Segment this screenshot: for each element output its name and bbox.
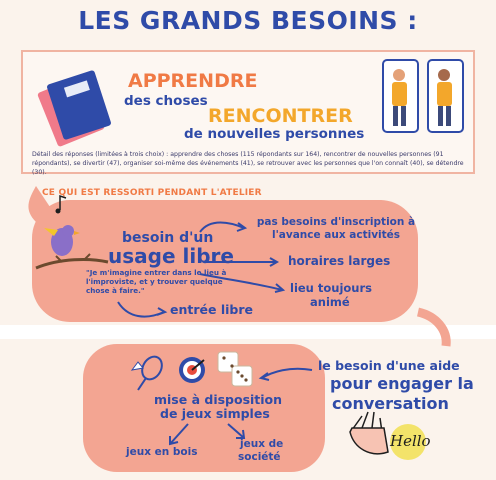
- besoin-text: besoin d'un: [122, 230, 214, 246]
- apprendre-heading: APPRENDRE: [128, 70, 258, 92]
- dart-target-icon: [179, 357, 205, 383]
- usage-libre-text: usage libre: [108, 244, 234, 268]
- badminton-icon: [132, 353, 166, 390]
- lieu-anime-line2: animé: [310, 295, 350, 309]
- arrow-to-bois: [170, 424, 188, 444]
- entree-libre-text: entrée libre: [170, 302, 253, 317]
- aide-line1: le besoin d'une aide: [318, 358, 460, 373]
- mise-line1: mise à disposition: [154, 392, 283, 407]
- jeux-societe-line2: société: [238, 451, 281, 463]
- survey-detail: Détail des réponses (limitées à trois choix) : apprendre des choses (115 répondants sur 164), rencontrer de nouvelles personnes (91 répondants), se divertir (47), organiser soi-même des événements (41), se retrouver avec les personnes que l'on connaît (40), se détendre (30).: [32, 151, 464, 176]
- nouvelles-personnes-text: de nouvelles personnes: [184, 126, 365, 142]
- horaires-text: horaires larges: [288, 254, 391, 268]
- des-choses-text: des choses: [124, 93, 208, 109]
- dice-icon: [218, 352, 252, 386]
- aide-line3: conversation: [332, 394, 449, 413]
- lieu-anime-line1: lieu toujours: [290, 281, 373, 295]
- atelier-section-label: CE QUI EST RESSORTI PENDANT L'ATELIER: [42, 188, 262, 198]
- quote-text: "Je m'imagine entrer dans le lieu à l'improviste, et y trouver quelque chose à faire.": [86, 268, 227, 295]
- jeux-societe-line1: jeux de: [240, 438, 284, 450]
- jeux-bois-text: jeux en bois: [126, 446, 198, 458]
- page-title: LES GRANDS BESOINS :: [78, 6, 418, 35]
- arrow-to-societe: [228, 424, 244, 438]
- rencontrer-heading: RENCONTRER: [208, 105, 353, 127]
- pas-besoins-text: pas besoins d'inscription à l'avance aux activités: [256, 216, 416, 241]
- aide-line2: pour engager la: [330, 374, 474, 393]
- mise-line2: de jeux simples: [160, 406, 270, 421]
- arrow-to-jeux: [262, 369, 312, 378]
- hello-text: Hello: [390, 432, 431, 450]
